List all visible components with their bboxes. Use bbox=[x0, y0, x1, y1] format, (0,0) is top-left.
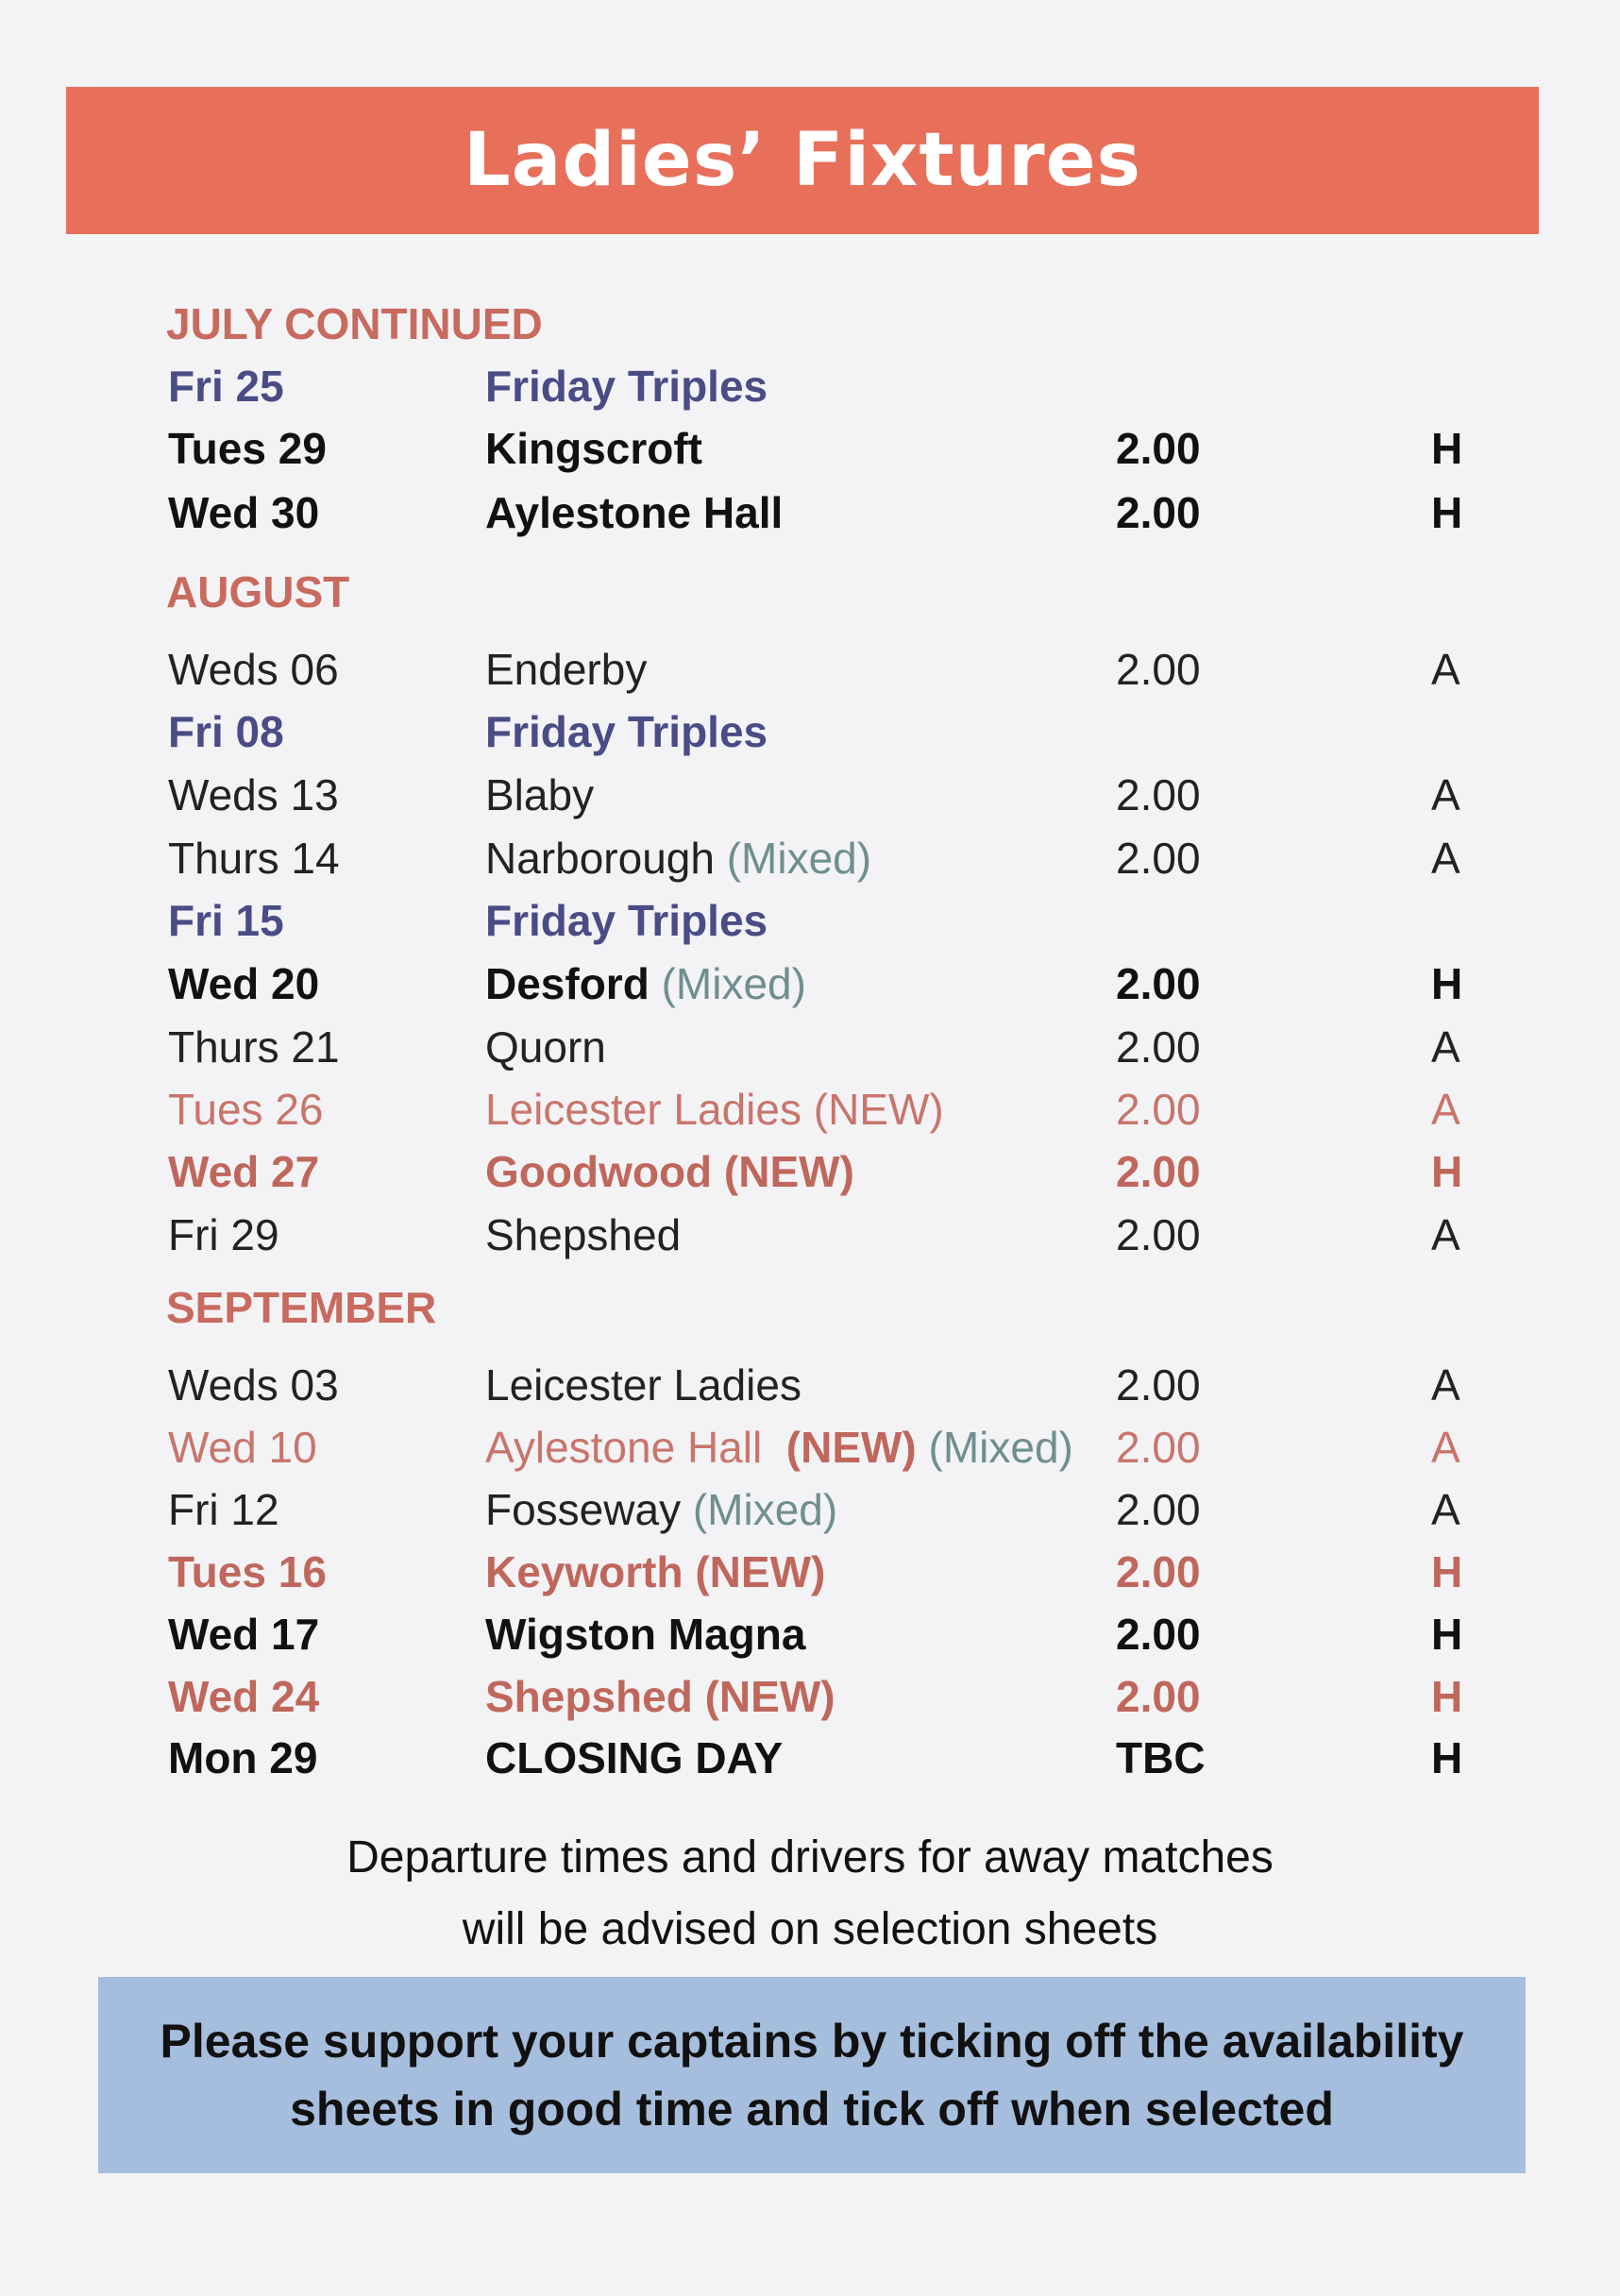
fixture-opponent bbox=[485, 769, 594, 820]
fixture-date: Weds 13 bbox=[168, 770, 339, 819]
fixture-opponent-name: Shepshed bbox=[485, 1210, 682, 1259]
fixture-date: Wed 20 bbox=[168, 959, 320, 1008]
section-heading: SEPTEMBER bbox=[166, 1283, 437, 1332]
fixture-opponent-name: Kingscroft bbox=[485, 424, 702, 473]
fixture-row bbox=[0, 895, 1620, 952]
new-tag: (NEW) bbox=[785, 1423, 917, 1472]
support-notice bbox=[98, 1977, 1526, 2173]
fixture-opponent bbox=[485, 1422, 1073, 1473]
page-title: Ladies’ Fixtures bbox=[464, 118, 1141, 203]
fixture-date: Wed 27 bbox=[168, 1147, 320, 1196]
departure-note bbox=[189, 1822, 1431, 1966]
fixture-date: Fri 29 bbox=[168, 1210, 279, 1259]
fixture-row bbox=[0, 361, 1620, 417]
fixture-opponent bbox=[485, 1084, 944, 1135]
departure-note-line-2: will be advised on selection sheets bbox=[462, 1904, 1158, 1954]
fixture-date: Thurs 14 bbox=[168, 834, 340, 883]
fixture-home-away: H bbox=[1431, 424, 1463, 473]
fixture-opponent-name: Fosseway bbox=[485, 1485, 682, 1534]
fixture-row bbox=[0, 958, 1620, 1015]
fixture-date: Fri 12 bbox=[168, 1485, 279, 1534]
fixture-row bbox=[0, 1546, 1620, 1603]
fixture-opponent-name: Quorn bbox=[485, 1022, 606, 1072]
fixture-row bbox=[0, 833, 1620, 889]
fixture-time: 2.00 bbox=[1116, 1085, 1201, 1134]
fixture-opponent bbox=[485, 1671, 835, 1722]
fixture-row bbox=[0, 1359, 1620, 1416]
fixture-opponent-name: Keyworth (NEW) bbox=[485, 1547, 826, 1596]
fixture-row bbox=[0, 1146, 1620, 1203]
fixture-opponent bbox=[485, 958, 806, 1009]
fixture-opponent bbox=[485, 1732, 783, 1783]
fixture-home-away: H bbox=[1431, 1733, 1463, 1782]
fixture-home-away: H bbox=[1431, 488, 1463, 537]
fixture-row bbox=[0, 1732, 1620, 1789]
fixture-opponent bbox=[485, 487, 783, 538]
fixture-date: Tues 26 bbox=[168, 1085, 324, 1134]
fixture-row bbox=[0, 644, 1620, 701]
fixture-date: Weds 06 bbox=[168, 645, 339, 694]
fixture-opponent bbox=[485, 423, 702, 474]
fixture-time: TBC bbox=[1116, 1733, 1206, 1782]
fixture-date: Wed 17 bbox=[168, 1610, 320, 1659]
fixture-date: Fri 15 bbox=[168, 896, 284, 945]
fixture-opponent-name: Leicester Ladies bbox=[485, 1360, 802, 1410]
fixture-time: 2.00 bbox=[1116, 488, 1201, 537]
fixture-opponent-name: CLOSING DAY bbox=[485, 1733, 784, 1782]
fixture-time: 2.00 bbox=[1116, 1485, 1201, 1534]
fixture-date: Weds 03 bbox=[168, 1360, 339, 1410]
fixture-time: 2.00 bbox=[1116, 1147, 1201, 1196]
fixture-row bbox=[0, 423, 1620, 480]
fixture-row bbox=[0, 1484, 1620, 1541]
fixture-opponent-name: Shepshed (NEW) bbox=[485, 1672, 835, 1721]
fixture-row bbox=[0, 769, 1620, 826]
fixture-time: 2.00 bbox=[1116, 1360, 1201, 1410]
section-heading: AUGUST bbox=[166, 567, 350, 616]
fixture-time: 2.00 bbox=[1116, 1547, 1201, 1596]
fixture-opponent-name: Friday Triples bbox=[485, 707, 768, 756]
fixture-opponent bbox=[485, 833, 871, 884]
fixture-home-away: A bbox=[1431, 1360, 1460, 1410]
fixture-row bbox=[0, 1609, 1620, 1665]
fixture-row bbox=[0, 1209, 1620, 1266]
fixture-opponent bbox=[485, 1209, 681, 1260]
fixture-row bbox=[0, 1084, 1620, 1140]
mixed-note: (Mixed) bbox=[661, 959, 806, 1008]
fixture-opponent bbox=[485, 1484, 837, 1535]
fixture-time: 2.00 bbox=[1116, 770, 1201, 819]
fixture-opponent bbox=[485, 895, 768, 946]
fixture-opponent bbox=[485, 706, 768, 757]
fixture-opponent bbox=[485, 1021, 606, 1072]
fixture-home-away: A bbox=[1431, 1085, 1460, 1134]
fixture-home-away: A bbox=[1431, 1210, 1460, 1259]
fixture-home-away: H bbox=[1431, 1610, 1463, 1659]
fixture-row bbox=[0, 1671, 1620, 1728]
fixture-time: 2.00 bbox=[1116, 645, 1201, 694]
fixture-date: Wed 24 bbox=[168, 1672, 320, 1721]
fixture-time: 2.00 bbox=[1116, 1423, 1201, 1472]
fixture-time: 2.00 bbox=[1116, 1610, 1201, 1659]
fixture-row bbox=[0, 706, 1620, 763]
fixture-home-away: H bbox=[1431, 1547, 1463, 1596]
fixture-home-away: A bbox=[1431, 1485, 1460, 1534]
fixture-home-away: A bbox=[1431, 1022, 1460, 1072]
fixture-date: Thurs 21 bbox=[168, 1022, 340, 1072]
mixed-note: (Mixed) bbox=[726, 834, 872, 883]
fixture-opponent-name: Aylestone Hall bbox=[485, 488, 784, 537]
fixture-home-away: H bbox=[1431, 1147, 1463, 1196]
fixture-opponent-name: Narborough bbox=[485, 834, 715, 883]
fixture-opponent-name: Leicester Ladies (NEW) bbox=[485, 1085, 944, 1134]
fixture-time: 2.00 bbox=[1116, 1022, 1201, 1072]
fixture-opponent-name: Friday Triples bbox=[485, 362, 768, 411]
fixture-date: Wed 30 bbox=[168, 488, 320, 537]
fixture-date: Mon 29 bbox=[168, 1733, 318, 1782]
support-notice-line-2: sheets in good time and tick off when selected bbox=[290, 2083, 1334, 2136]
fixture-row bbox=[0, 1422, 1620, 1478]
fixture-home-away: A bbox=[1431, 1423, 1460, 1472]
fixture-opponent bbox=[485, 1146, 854, 1197]
fixture-opponent-name: Blaby bbox=[485, 770, 595, 819]
section-heading: JULY CONTINUED bbox=[166, 299, 543, 348]
fixture-date: Wed 10 bbox=[168, 1423, 317, 1472]
fixture-time: 2.00 bbox=[1116, 1210, 1201, 1259]
fixture-time: 2.00 bbox=[1116, 959, 1201, 1008]
fixture-opponent bbox=[485, 361, 768, 412]
departure-note-line-1: Departure times and drivers for away matches bbox=[346, 1832, 1274, 1882]
fixture-opponent bbox=[485, 1359, 802, 1410]
fixture-opponent-name: Aylestone Hall bbox=[485, 1423, 763, 1472]
fixture-home-away: A bbox=[1431, 770, 1460, 819]
fixture-home-away: A bbox=[1431, 645, 1460, 694]
fixture-time: 2.00 bbox=[1116, 424, 1201, 473]
mixed-note: (Mixed) bbox=[928, 1423, 1073, 1472]
fixture-row bbox=[0, 1021, 1620, 1078]
fixture-home-away: H bbox=[1431, 1672, 1463, 1721]
support-notice-line-1: Please support your captains by ticking off the availability bbox=[160, 2015, 1464, 2068]
fixture-date: Fri 08 bbox=[168, 707, 284, 756]
fixture-opponent-name: Wigston Magna bbox=[485, 1610, 806, 1659]
fixture-home-away: H bbox=[1431, 959, 1463, 1008]
fixture-opponent-name: Friday Triples bbox=[485, 896, 768, 945]
fixture-home-away: A bbox=[1431, 834, 1460, 883]
fixture-opponent bbox=[485, 644, 647, 695]
fixture-time: 2.00 bbox=[1116, 1672, 1201, 1721]
fixture-opponent-name: Goodwood (NEW) bbox=[485, 1147, 854, 1196]
fixture-date: Fri 25 bbox=[168, 362, 284, 411]
fixture-date: Tues 29 bbox=[168, 424, 327, 473]
fixture-opponent-name: Enderby bbox=[485, 645, 648, 694]
fixture-opponent bbox=[485, 1546, 825, 1597]
mixed-note: (Mixed) bbox=[692, 1485, 838, 1534]
fixture-opponent-name: Desford bbox=[485, 959, 650, 1008]
fixture-opponent bbox=[485, 1609, 805, 1660]
fixture-time: 2.00 bbox=[1116, 834, 1201, 883]
fixture-row bbox=[0, 487, 1620, 544]
fixture-date: Tues 16 bbox=[168, 1547, 327, 1596]
